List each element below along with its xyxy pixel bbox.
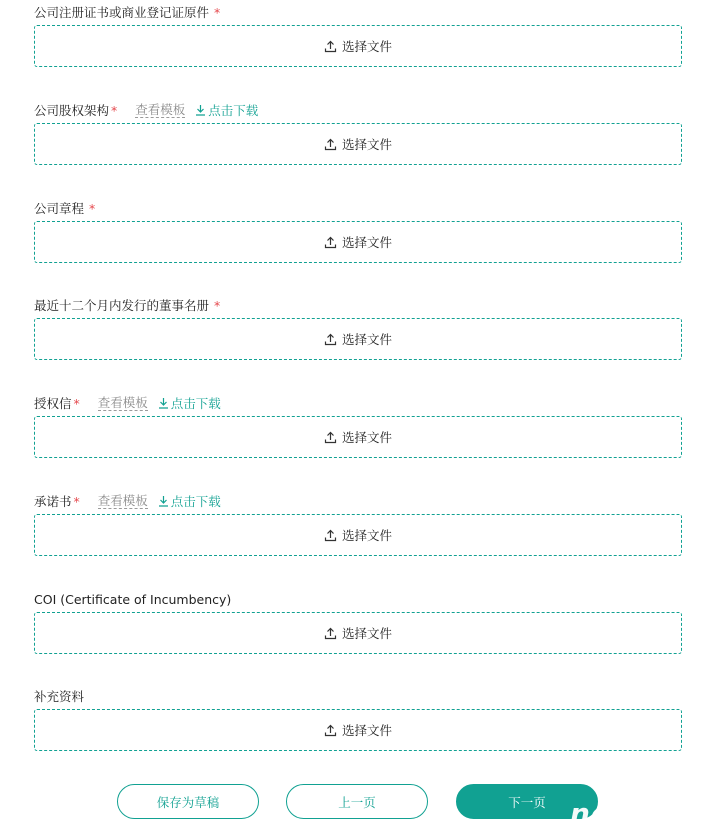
select-file-button[interactable]	[34, 318, 682, 360]
select-file-label: 选择文件	[341, 723, 392, 738]
download-icon	[195, 104, 206, 116]
field-label: 补充资料	[34, 689, 85, 704]
field-label: 最近十二个月内发行的董事名册	[34, 298, 210, 313]
select-file-button[interactable]	[34, 25, 682, 67]
field-coi	[34, 589, 682, 654]
view-template-link[interactable]: 查看模板	[97, 493, 148, 508]
required-mark: *	[214, 4, 221, 20]
required-mark: *	[89, 200, 96, 216]
save-draft-button[interactable]: 保存为草稿	[117, 784, 259, 819]
field-register-of-directors	[34, 295, 682, 360]
select-file-label: 选择文件	[341, 39, 392, 54]
upload-icon	[324, 236, 337, 249]
view-template-link[interactable]: 查看模板	[135, 102, 186, 117]
required-mark: *	[73, 395, 80, 411]
select-file-button[interactable]	[34, 709, 682, 751]
download-link[interactable]	[158, 394, 221, 412]
field-supplementary-materials	[34, 686, 682, 751]
field-label: 授权信	[34, 396, 72, 411]
field-label: COI (Certificate of Incumbency)	[34, 591, 232, 607]
required-mark: *	[111, 102, 118, 118]
download-link[interactable]	[158, 492, 221, 510]
field-label-row	[34, 686, 682, 706]
download-icon	[158, 495, 169, 507]
field-label-row	[34, 491, 682, 511]
prev-page-button[interactable]: 上一页	[286, 784, 428, 819]
watermark-logo: no	[570, 797, 612, 829]
field-label-row	[34, 2, 682, 22]
download-label: 点击下载	[170, 396, 221, 411]
select-file-button[interactable]	[34, 221, 682, 263]
download-link[interactable]	[195, 101, 258, 119]
select-file-label: 选择文件	[341, 626, 392, 641]
field-label: 承诺书	[34, 494, 72, 509]
required-mark: *	[73, 493, 80, 509]
field-business-registration	[34, 2, 682, 67]
field-undertaking-letter	[34, 491, 682, 556]
field-label-row	[34, 393, 682, 413]
select-file-label: 选择文件	[341, 332, 392, 347]
field-authorization-letter	[34, 393, 682, 458]
select-file-button[interactable]	[34, 123, 682, 165]
select-file-button[interactable]	[34, 514, 682, 556]
field-label-row	[34, 100, 682, 120]
next-page-button[interactable]: 下一页	[456, 784, 598, 819]
field-label-row	[34, 198, 682, 218]
field-label: 公司章程	[34, 201, 85, 216]
upload-icon	[324, 724, 337, 737]
field-label-row	[34, 295, 682, 315]
upload-icon	[324, 627, 337, 640]
field-label: 公司注册证书或商业登记证原件	[34, 5, 210, 20]
field-articles-of-association	[34, 198, 682, 263]
upload-icon	[324, 40, 337, 53]
select-file-label: 选择文件	[341, 137, 392, 152]
required-mark: *	[214, 297, 221, 313]
view-template-link[interactable]: 查看模板	[97, 395, 148, 410]
select-file-label: 选择文件	[341, 528, 392, 543]
field-label: 公司股权架构	[34, 103, 110, 118]
download-icon	[158, 397, 169, 409]
field-label-row	[34, 589, 682, 609]
upload-icon	[324, 431, 337, 444]
upload-icon	[324, 333, 337, 346]
upload-icon	[324, 529, 337, 542]
select-file-button[interactable]	[34, 416, 682, 458]
field-equity-structure	[34, 100, 682, 165]
select-file-label: 选择文件	[341, 430, 392, 445]
select-file-button[interactable]	[34, 612, 682, 654]
select-file-label: 选择文件	[341, 235, 392, 250]
download-label: 点击下载	[208, 103, 259, 118]
download-label: 点击下载	[170, 494, 221, 509]
upload-icon	[324, 138, 337, 151]
